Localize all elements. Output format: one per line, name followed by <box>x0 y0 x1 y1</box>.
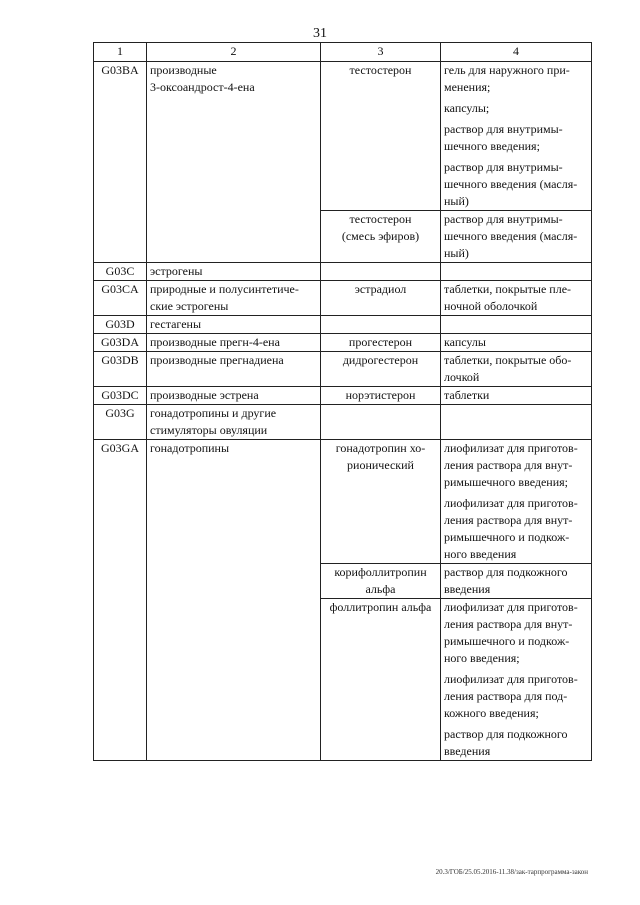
dosage-form-line: раствор для внутримы- <box>444 122 563 136</box>
substance-line: дидрогестерон <box>342 353 419 367</box>
dosage-form-line: римышечного и подкож- <box>444 634 570 648</box>
dosage-form <box>444 726 588 760</box>
dosage-form <box>444 211 588 262</box>
medicinal-substance <box>321 316 441 334</box>
table-row <box>94 352 592 387</box>
medicinal-substance <box>321 564 441 599</box>
dosage-form <box>444 440 588 491</box>
dosage-forms <box>441 352 592 387</box>
dosage-form-line: менения; <box>444 80 491 94</box>
dosage-form-line: капсулы; <box>444 101 490 115</box>
anatomical-group <box>147 263 321 281</box>
group-line: природные и полусинтетиче- <box>150 282 299 296</box>
dosage-form <box>444 100 588 117</box>
table-row <box>94 316 592 334</box>
dosage-form-line: раствор для подкожного <box>444 565 568 579</box>
anatomical-group <box>147 62 321 263</box>
dosage-forms <box>441 387 592 405</box>
dosage-form-line: лиофилизат для приготов- <box>444 496 578 510</box>
dosage-form-line: ного введения <box>444 547 517 561</box>
table-row <box>94 263 592 281</box>
atc-code: G03GA <box>94 440 147 761</box>
group-line: производные прегн-4-ена <box>150 335 280 349</box>
dosage-form <box>444 352 588 386</box>
dosage-form-line: таблетки, покрытые обо- <box>444 353 572 367</box>
group-line: эстрогены <box>150 264 203 278</box>
anatomical-group <box>147 387 321 405</box>
group-line: производные эстрена <box>150 388 259 402</box>
dosage-form <box>444 387 588 404</box>
dosage-form <box>444 495 588 563</box>
atc-code: G03BA <box>94 62 147 263</box>
dosage-form-line: гель для наружного при- <box>444 63 570 77</box>
dosage-forms <box>441 440 592 564</box>
medicinal-substance <box>321 352 441 387</box>
medicinal-substance <box>321 387 441 405</box>
group-line: стимуляторы овуляции <box>150 423 268 437</box>
dosage-form-line: кожного введения; <box>444 706 539 720</box>
group-line: гонадотропины и другие <box>150 406 277 420</box>
dosage-form-line: римышечного и подкож- <box>444 530 570 544</box>
dosage-form <box>444 564 588 598</box>
substance-line: гонадотропин хо- <box>335 441 426 455</box>
dosage-form-line: ления раствора для под- <box>444 689 568 703</box>
dosage-form-line: лиофилизат для приготов- <box>444 600 578 614</box>
column-header: 4 <box>441 43 592 62</box>
anatomical-group <box>147 352 321 387</box>
dosage-form <box>444 159 588 210</box>
dosage-form-line: таблетки, покрытые пле- <box>444 282 572 296</box>
column-header: 3 <box>321 43 441 62</box>
atc-code: G03C <box>94 263 147 281</box>
dosage-form-line: лиофилизат для приготов- <box>444 672 578 686</box>
dosage-form-line: ного введения; <box>444 651 520 665</box>
atc-code: G03D <box>94 316 147 334</box>
dosage-form-line: ный) <box>444 194 469 208</box>
anatomical-group <box>147 405 321 440</box>
drug-table <box>93 42 592 761</box>
table-row <box>94 387 592 405</box>
medicinal-substance <box>321 405 441 440</box>
group-line: производные <box>150 63 217 77</box>
substance-line: фоллитропин альфа <box>329 600 432 614</box>
substance-line: тестостерон <box>349 63 412 77</box>
anatomical-group <box>147 281 321 316</box>
dosage-form-line: ления раствора для внут- <box>444 458 573 472</box>
substance-line: альфа <box>365 582 396 596</box>
medicinal-substance <box>321 263 441 281</box>
dosage-form-line: капсулы <box>444 335 486 349</box>
atc-code: G03DB <box>94 352 147 387</box>
table-row <box>94 281 592 316</box>
dosage-form-line: шечного введения; <box>444 139 540 153</box>
table-row <box>94 62 592 211</box>
medicinal-substance <box>321 62 441 211</box>
dosage-form <box>444 671 588 722</box>
dosage-forms <box>441 334 592 352</box>
dosage-forms <box>441 564 592 599</box>
dosage-form-line: раствор для внутримы- <box>444 212 563 226</box>
anatomical-group <box>147 316 321 334</box>
dosage-form <box>444 121 588 155</box>
table-header-row <box>94 43 592 62</box>
dosage-form-line: лочкой <box>444 370 480 384</box>
dosage-forms <box>441 211 592 263</box>
dosage-forms <box>441 316 592 334</box>
dosage-form-line: римышечного введения; <box>444 475 568 489</box>
dosage-form <box>444 599 588 667</box>
dosage-form-line: лиофилизат для приготов- <box>444 441 578 455</box>
table-body <box>94 62 592 761</box>
table-row <box>94 334 592 352</box>
atc-code: G03DC <box>94 387 147 405</box>
dosage-form-line: раствор для подкожного <box>444 727 568 741</box>
medicinal-substance <box>321 281 441 316</box>
table-row <box>94 405 592 440</box>
dosage-forms <box>441 281 592 316</box>
page-number: 31 <box>313 26 327 41</box>
dosage-forms <box>441 263 592 281</box>
dosage-form <box>444 62 588 96</box>
dosage-forms <box>441 405 592 440</box>
dosage-form-line: введения <box>444 744 491 758</box>
dosage-form <box>444 334 588 351</box>
dosage-form-line: таблетки <box>444 388 490 402</box>
atc-code: G03G <box>94 405 147 440</box>
dosage-form-line: ный) <box>444 246 469 260</box>
dosage-form-line: ления раствора для внут- <box>444 617 573 631</box>
substance-line: норэтистерон <box>345 388 416 402</box>
group-line: гестагены <box>150 317 202 331</box>
table-row <box>94 440 592 564</box>
dosage-form-line: ления раствора для внут- <box>444 513 573 527</box>
group-line: ские эстрогены <box>150 299 229 313</box>
dosage-form-line: шечного введения (масля- <box>444 177 578 191</box>
dosage-form-line: раствор для внутримы- <box>444 160 563 174</box>
dosage-forms <box>441 599 592 761</box>
atc-code: G03DA <box>94 334 147 352</box>
substance-line: (смесь эфиров) <box>341 229 420 243</box>
anatomical-group <box>147 334 321 352</box>
medicinal-substance <box>321 440 441 564</box>
group-line: 3-оксоандрост-4-ена <box>150 80 255 94</box>
substance-line: рионический <box>347 458 414 472</box>
dosage-form-line: введения <box>444 582 491 596</box>
dosage-form-line: ночной оболочкой <box>444 299 538 313</box>
medicinal-substance <box>321 599 441 761</box>
substance-line: корифоллитропин <box>334 565 427 579</box>
anatomical-group <box>147 440 321 761</box>
substance-line: тестостерон <box>349 212 412 226</box>
group-line: производные прегнадиена <box>150 353 284 367</box>
footer-note: 20.3/ГОБ/25.05.2016-11.38/зак-тарпрограмма-закон <box>435 868 588 876</box>
atc-code: G03CA <box>94 281 147 316</box>
substance-line: эстрадиол <box>354 282 407 296</box>
medicinal-substance <box>321 334 441 352</box>
column-header: 1 <box>94 43 147 62</box>
group-line: гонадотропины <box>150 441 230 455</box>
substance-line: прогестерон <box>348 335 413 349</box>
dosage-forms <box>441 62 592 211</box>
medicinal-substance <box>321 211 441 263</box>
dosage-form <box>444 281 588 315</box>
dosage-form-line: шечного введения (масля- <box>444 229 578 243</box>
column-header: 2 <box>147 43 321 62</box>
